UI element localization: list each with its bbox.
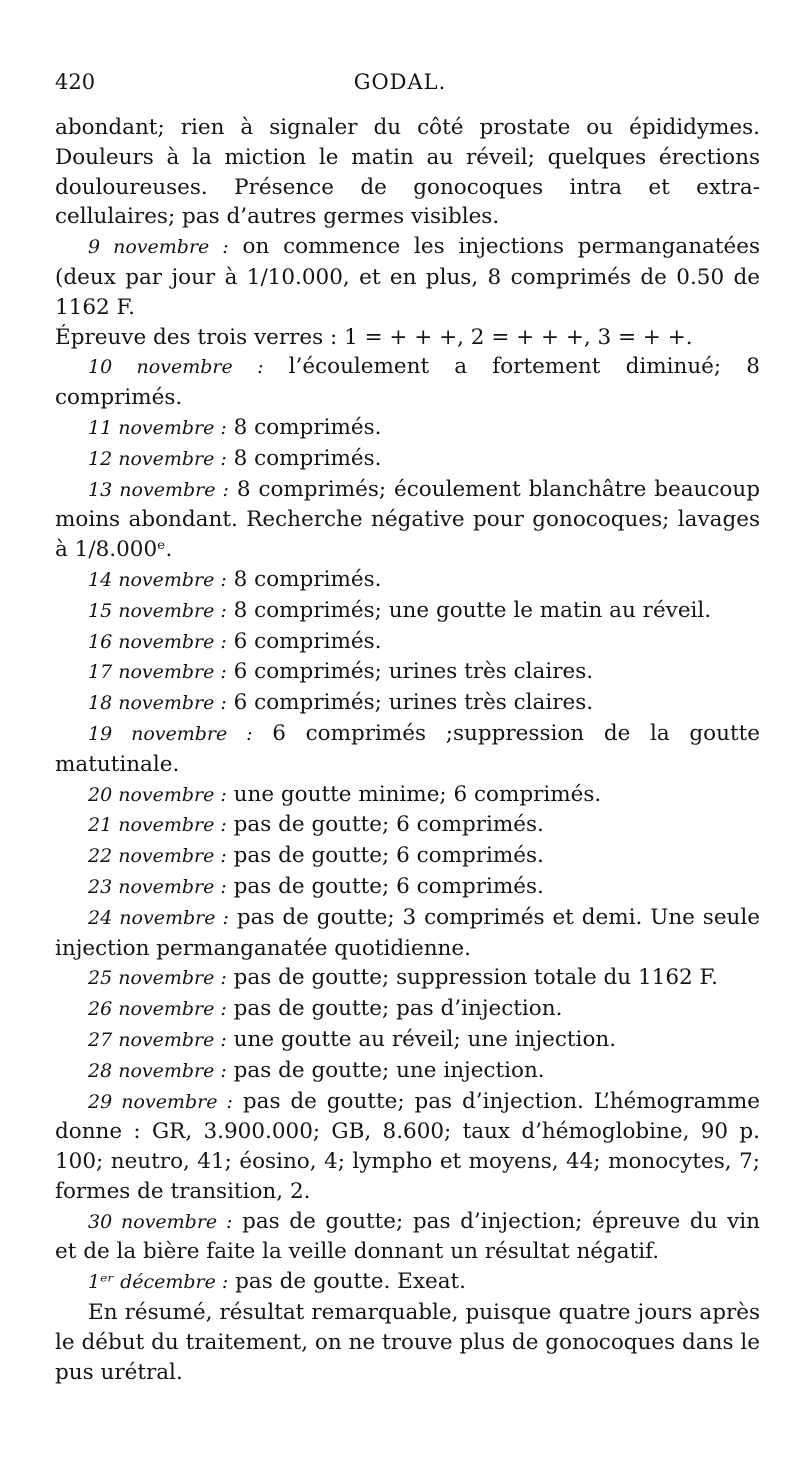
entry-text: pas de goutte; 3 comprimés et demi. Une seule injection permanganatée quotidienne. xyxy=(55,904,761,961)
entry-22-novembre xyxy=(55,841,760,872)
entry-date: 24 novembre : xyxy=(88,906,229,929)
entry-text: 6 comprimés ;suppression de la goutte matutinale. xyxy=(55,720,760,777)
entry-25-novembre xyxy=(55,963,760,994)
entry-13-novembre xyxy=(55,475,760,565)
entry-text: pas de goutte; 6 comprimés. xyxy=(233,843,544,869)
entry-29-novembre xyxy=(55,1087,760,1207)
entry-12-novembre xyxy=(55,444,760,475)
entry-28-novembre xyxy=(55,1056,760,1087)
entry-date: 10 novembre : xyxy=(88,356,264,379)
body-text xyxy=(55,113,760,1387)
entry-text: 8 comprimés. xyxy=(233,414,382,440)
entry-19-novembre xyxy=(55,719,760,780)
entry-date: 11 novembre : xyxy=(88,416,227,439)
entry-date: 20 novembre : xyxy=(88,783,227,806)
entry-text: une goutte minime; 6 comprimés. xyxy=(233,781,602,807)
paragraph-continuation xyxy=(55,113,760,232)
entry-text: pas de goutte; pas d’injection. xyxy=(233,996,563,1022)
entry-text: pas de goutte; 6 comprimés. xyxy=(233,812,544,838)
entry-text: 8 comprimés; une goutte le matin au réveil. xyxy=(233,597,712,623)
entry-18-novembre xyxy=(55,688,760,719)
three-glasses-test xyxy=(55,323,760,353)
paragraph-text: abondant; rien à signaler du côté prostate ou épididymes. Douleurs à la miction le matin au réveil; quelques érections douloureuses. Présence de gonocoques intra et extra-cellulaires; pas d’autres germes visibles. xyxy=(55,115,760,230)
entry-10-novembre xyxy=(55,352,760,413)
entry-date: 30 novembre : xyxy=(88,1210,233,1233)
entry-date: 12 novembre : xyxy=(88,447,227,470)
entry-date: 13 novembre : xyxy=(88,478,229,501)
entry-14-novembre xyxy=(55,565,760,596)
entry-20-novembre xyxy=(55,780,760,811)
running-header xyxy=(55,70,745,100)
entry-16-novembre xyxy=(55,627,760,658)
entry-26-novembre xyxy=(55,994,760,1025)
entry-text: on commence les injections permanganatées (deux par jour à 1/10.000, et en plus, 8 comprimés de 0.50 de 1162 F. xyxy=(55,234,760,320)
entry-text: 8 comprimés. xyxy=(233,445,382,471)
entry-date: 9 novembre : xyxy=(88,236,229,259)
entry-24-novembre xyxy=(55,903,760,964)
entry-17-novembre xyxy=(55,657,760,688)
entry-23-novembre xyxy=(55,872,760,903)
entry-date: 15 novembre : xyxy=(88,599,227,622)
running-title: GODAL. xyxy=(353,70,447,94)
entry-text: pas de goutte; suppression totale du 1162 F. xyxy=(233,965,718,991)
page-number: 420 xyxy=(55,70,96,94)
entry-date: 1ᵉʳ décembre : xyxy=(88,1271,229,1294)
entry-text: 6 comprimés. xyxy=(233,628,382,654)
entry-11-novembre xyxy=(55,413,760,444)
entry-1-decembre xyxy=(55,1267,760,1298)
entry-9-novembre xyxy=(55,232,760,322)
entry-27-novembre xyxy=(55,1025,760,1056)
entry-date: 22 novembre : xyxy=(88,845,227,868)
entry-date: 25 novembre : xyxy=(88,967,227,990)
entry-text: 8 comprimés. xyxy=(233,566,382,592)
entry-date: 21 novembre : xyxy=(88,814,227,837)
entry-text: 6 comprimés; urines très claires. xyxy=(233,690,594,716)
entry-text: 6 comprimés; urines très claires. xyxy=(233,659,594,685)
entry-text: pas de goutte; pas d’injection; épreuve du vin et de la bière faite la veille donnant un résultat négatif. xyxy=(55,1208,760,1265)
entry-date: 29 novembre : xyxy=(88,1090,233,1113)
entry-date: 28 novembre : xyxy=(88,1059,227,1082)
entry-21-novembre xyxy=(55,810,760,841)
entry-15-novembre xyxy=(55,596,760,627)
entry-date: 18 novembre : xyxy=(88,692,227,715)
entry-text: une goutte au réveil; une injection. xyxy=(233,1026,617,1052)
paragraph-text: Épreuve des trois verres : 1 = + + +, 2 = + + +, 3 = + +. xyxy=(55,324,693,350)
entry-text: pas de goutte; 6 comprimés. xyxy=(233,873,544,899)
entry-text: pas de goutte. Exeat. xyxy=(235,1269,467,1295)
entry-date: 27 novembre : xyxy=(88,1028,227,1051)
entry-text: l’écoulement a fortement diminué; 8 comprimés. xyxy=(55,354,760,411)
summary-paragraph xyxy=(55,1298,760,1387)
paragraph-text: En résumé, résultat remarquable, puisque quatre jours après le début du traitement, on ne trouve plus de gonocoques dans le pus urétral. xyxy=(55,1300,760,1385)
entry-date: 19 novembre : xyxy=(88,722,253,745)
entry-date: 17 novembre : xyxy=(88,661,227,684)
entry-text: 8 comprimés; écoulement blanchâtre beaucoup moins abondant. Recherche négative pour gonocoques; lavages à 1/8.000ᵉ. xyxy=(55,476,760,563)
entry-date: 26 novembre : xyxy=(88,998,227,1021)
entry-date: 14 novembre : xyxy=(88,568,227,591)
entry-date: 23 novembre : xyxy=(88,875,227,898)
entry-date: 16 novembre : xyxy=(88,630,227,653)
entry-text: pas de goutte; pas d’injection. L’hémogramme donne : GR, 3.900.000; GB, 8.600; taux d’hémoglobine, 90 p. 100; neutro, 41; éosino, 4; lympho et moyens, 44; monocytes, 7; formes de transition, 2. xyxy=(55,1088,760,1204)
entry-30-novembre xyxy=(55,1207,760,1268)
entry-text: pas de goutte; une injection. xyxy=(233,1057,545,1083)
